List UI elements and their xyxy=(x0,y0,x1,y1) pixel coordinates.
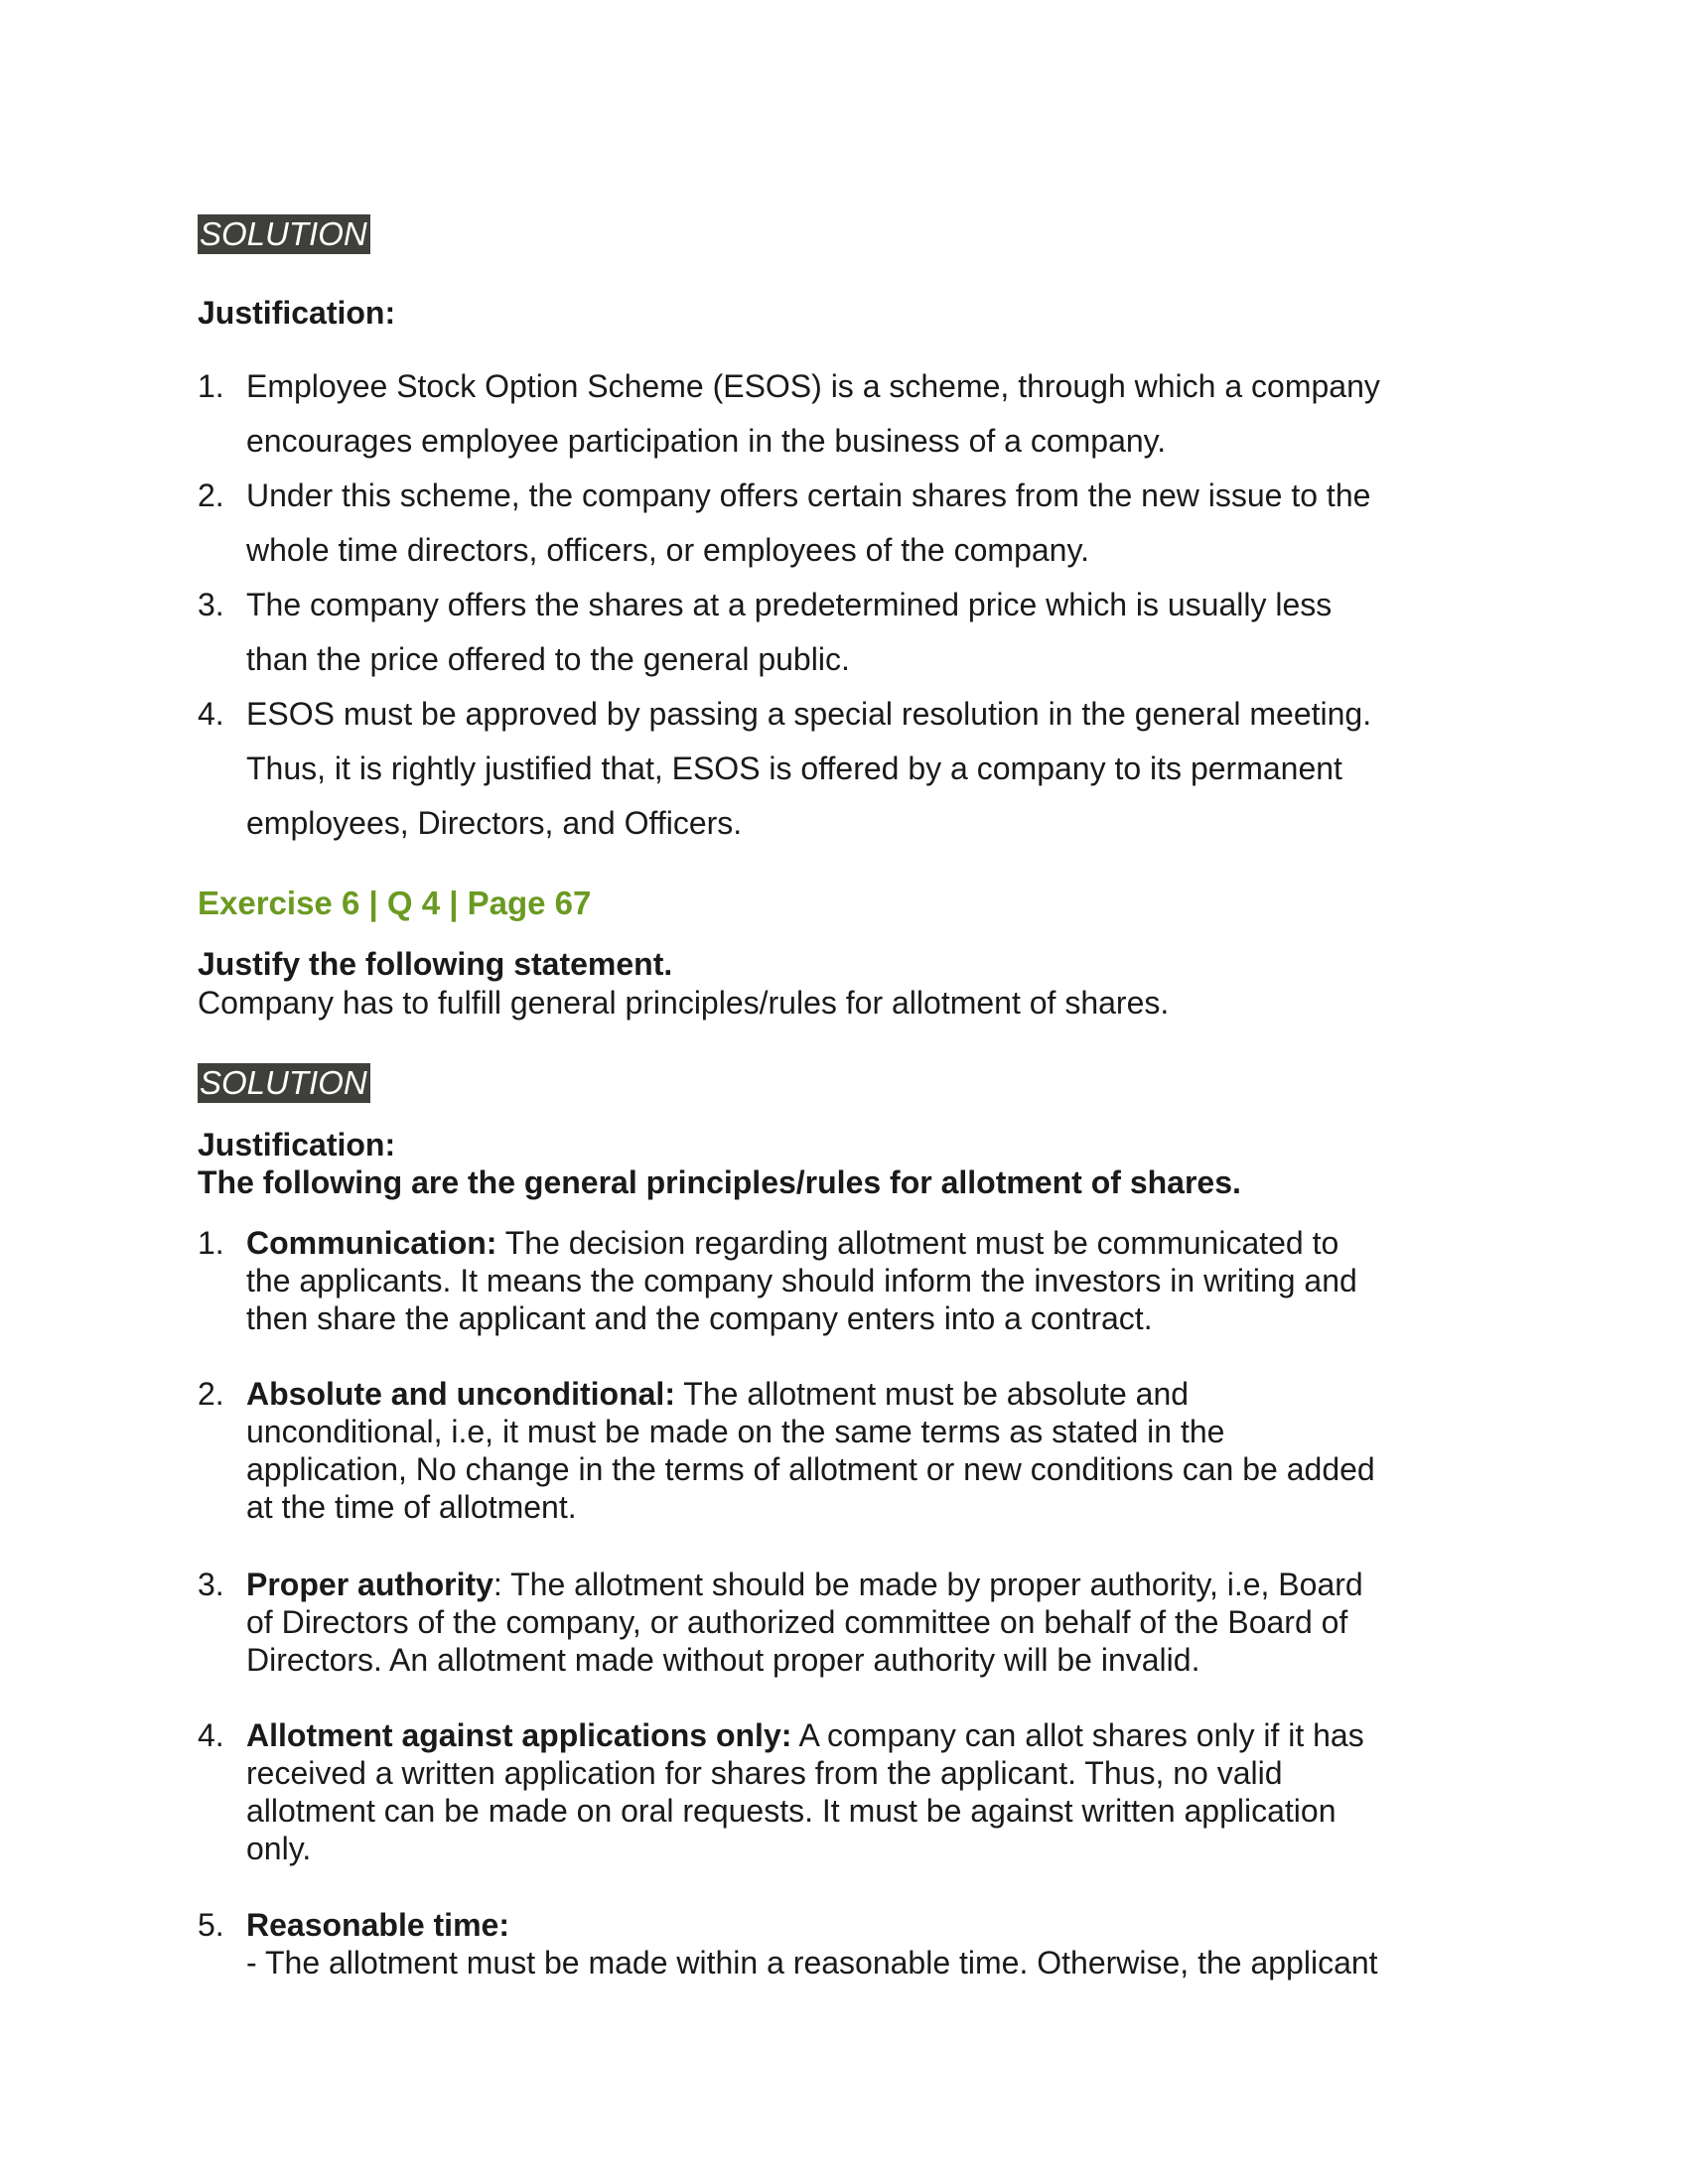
list-text-line: - The allotment must be made within a reasonable time. Otherwise, the applicant xyxy=(246,1945,1378,1980)
list-text-line: : The allotment should be made by proper authority, i.e, Board xyxy=(492,1567,1363,1602)
list-text-line: Employee Stock Option Scheme (ESOS) is a scheme, through which a company xyxy=(246,368,1380,404)
list-text-line: then share the applicant and the company enters into a contract. xyxy=(246,1300,1153,1336)
solution-tag: SOLUTION xyxy=(198,1063,370,1103)
list-text-line: The allotment must be absolute and xyxy=(683,1376,1190,1412)
list-term: Proper authority xyxy=(246,1567,493,1602)
list-text-line: the applicants. It means the company should inform the investors in writing and xyxy=(246,1263,1357,1298)
list-item xyxy=(198,1906,1497,1981)
list-text-line: encourages employee participation in the business of a company. xyxy=(246,423,1167,459)
list-text-line: ESOS must be approved by passing a special resolution in the general meeting. xyxy=(246,696,1372,732)
question-title: Justify the following statement. xyxy=(198,946,673,982)
list-text-line: Thus, it is rightly justified that, ESOS is offered by a company to its permanent xyxy=(246,751,1342,786)
list-text-line: allotment can be made on oral requests. It must be against written application xyxy=(246,1793,1336,1829)
list-number: 3. xyxy=(198,1567,224,1602)
list-number: 2. xyxy=(198,478,224,513)
list-number: 3. xyxy=(198,587,224,622)
list-term: Absolute and unconditional: xyxy=(246,1376,675,1412)
list-item xyxy=(198,1375,1497,1526)
list-text-line: The company offers the shares at a predetermined price which is usually less xyxy=(246,587,1333,622)
list-item xyxy=(198,1566,1497,1679)
list-item xyxy=(198,1716,1497,1867)
list-text-line: of Directors of the company, or authorized committee on behalf of the Board of xyxy=(246,1604,1348,1640)
list-number: 4. xyxy=(198,1717,224,1753)
list-text-line: application, No change in the terms of allotment or new conditions can be added xyxy=(246,1451,1375,1487)
list-item xyxy=(198,687,1497,851)
list-text-line: employees, Directors, and Officers. xyxy=(246,805,743,841)
list-text-line: The decision regarding allotment must be communicated to xyxy=(504,1225,1339,1261)
list-number: 1. xyxy=(198,368,224,404)
list-text-line: whole time directors, officers, or employees of the company. xyxy=(246,532,1089,568)
list-text-line: received a written application for shares from the applicant. Thus, no valid xyxy=(246,1755,1283,1791)
exercise-heading: Exercise 6 | Q 4 | Page 67 xyxy=(198,885,592,921)
list-text-line: unconditional, i.e, it must be made on the same terms as stated in the xyxy=(246,1414,1225,1449)
justification-heading: Justification: xyxy=(198,1127,396,1162)
list-text-line: at the time of allotment. xyxy=(246,1489,577,1525)
list-item xyxy=(198,359,1497,469)
list-item xyxy=(198,1224,1497,1337)
list-number: 1. xyxy=(198,1225,224,1261)
list-text-line: than the price offered to the general public. xyxy=(246,641,850,677)
list-term: Reasonable time: xyxy=(246,1907,509,1943)
list-item xyxy=(198,578,1497,687)
solution-tag: SOLUTION xyxy=(198,214,370,254)
list-text-line: Under this scheme, the company offers certain shares from the new issue to the xyxy=(246,478,1371,513)
principles-intro: The following are the general principles/rules for allotment of shares. xyxy=(198,1164,1241,1200)
list-item xyxy=(198,469,1497,578)
list-number: 5. xyxy=(198,1907,224,1943)
list-text-line: A company can allot shares only if it has xyxy=(798,1717,1364,1753)
list-number: 2. xyxy=(198,1376,224,1412)
list-term: Allotment against applications only: xyxy=(246,1717,792,1753)
list-text-line: Directors. An allotment made without proper authority will be invalid. xyxy=(246,1642,1200,1678)
list-term: Communication: xyxy=(246,1225,497,1261)
list-number: 4. xyxy=(198,696,224,732)
list-text-line: only. xyxy=(246,1831,312,1866)
justification-heading: Justification: xyxy=(198,295,396,331)
question-statement: Company has to fulfill general principles/rules for allotment of shares. xyxy=(198,985,1170,1021)
